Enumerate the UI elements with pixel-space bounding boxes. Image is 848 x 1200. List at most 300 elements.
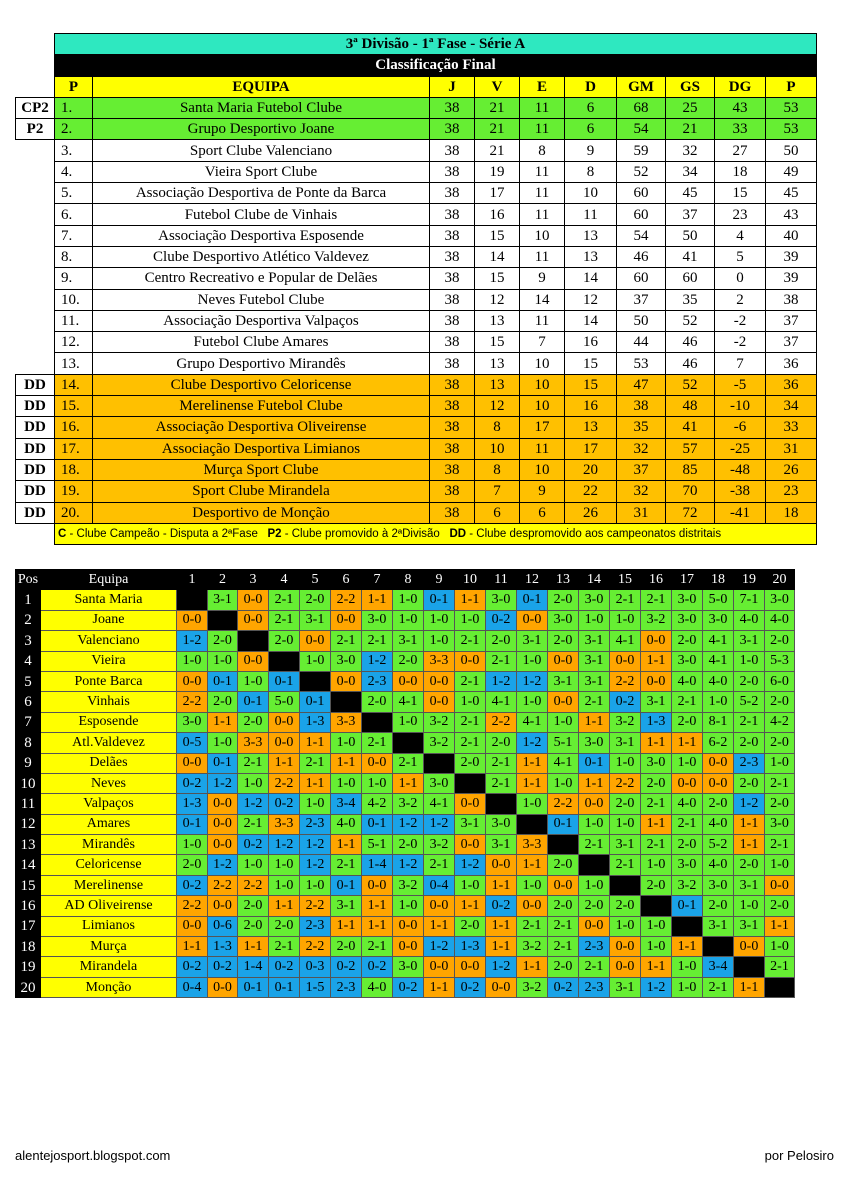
result-cell: 2-1 [517, 916, 548, 936]
points-cell: 33 [766, 417, 817, 438]
losses-cell: 6 [565, 97, 617, 118]
matrix-team: Limianos [41, 916, 177, 936]
result-cell: 1-3 [300, 712, 331, 732]
result-cell: 3-1 [610, 733, 641, 753]
result-cell: 1-0 [331, 773, 362, 793]
result-cell: 3-0 [486, 814, 517, 834]
goals-against-cell: 60 [666, 268, 715, 289]
header-losses: D [565, 76, 617, 97]
points-cell: 37 [766, 332, 817, 353]
team-cell: Murça Sport Clube [93, 459, 430, 480]
result-cell: 3-0 [703, 875, 734, 895]
result-cell: 1-1 [393, 773, 424, 793]
result-cell: 2-1 [486, 753, 517, 773]
team-cell: Desportivo de Monção [93, 502, 430, 523]
result-cell: 2-1 [672, 692, 703, 712]
result-cell: 0-0 [238, 590, 269, 610]
team-cell: Vieira Sport Clube [93, 161, 430, 182]
goals-against-cell: 72 [666, 502, 715, 523]
result-cell: 1-0 [765, 753, 795, 773]
goals-for-cell: 60 [617, 268, 666, 289]
team-cell: Associação Desportiva de Ponte da Barca [93, 183, 430, 204]
result-cell: 3-0 [362, 610, 393, 630]
result-cell: 1-4 [238, 957, 269, 977]
matrix-row [16, 671, 795, 691]
result-cell: 1-4 [362, 855, 393, 875]
status-tag: DD [16, 396, 55, 417]
standings-row [16, 161, 817, 182]
wins-cell: 8 [475, 417, 520, 438]
goal-diff-cell: 5 [715, 246, 766, 267]
result-cell: 0-0 [208, 814, 238, 834]
goal-diff-cell: -2 [715, 332, 766, 353]
result-cell: 2-1 [238, 753, 269, 773]
result-cell: 1-2 [641, 977, 672, 997]
games-cell: 38 [430, 225, 475, 246]
result-cell: 0-1 [269, 977, 300, 997]
matrix-pos: 17 [16, 916, 41, 936]
result-cell: 3-1 [300, 610, 331, 630]
result-cell: 3-0 [331, 651, 362, 671]
matrix-team: AD Oliveirense [41, 896, 177, 916]
result-cell: 3-1 [703, 916, 734, 936]
result-cell: 0-2 [455, 977, 486, 997]
result-cell: 0-0 [208, 794, 238, 814]
result-cell: 0-0 [208, 896, 238, 916]
matrix-col-header: 11 [486, 570, 517, 590]
result-cell: 1-1 [765, 916, 795, 936]
draws-cell: 8 [520, 140, 565, 161]
result-cell: 1-0 [672, 957, 703, 977]
standings-row [16, 204, 817, 225]
pos-cell: 20. [55, 502, 93, 523]
result-cell: 5-0 [269, 692, 300, 712]
result-cell: 2-0 [672, 712, 703, 732]
matrix-pos: 11 [16, 794, 41, 814]
points-cell: 31 [766, 438, 817, 459]
result-cell: 2-0 [238, 916, 269, 936]
result-cell: 1-3 [177, 794, 208, 814]
result-cell: 2-1 [548, 916, 579, 936]
result-cell: 1-1 [424, 977, 455, 997]
wins-cell: 21 [475, 97, 520, 118]
matrix-pos: 13 [16, 835, 41, 855]
result-cell: 1-1 [734, 977, 765, 997]
goal-diff-cell: -38 [715, 481, 766, 502]
matrix-row [16, 753, 795, 773]
matrix-pos: 10 [16, 773, 41, 793]
result-cell: 0-2 [208, 957, 238, 977]
self-cell [238, 631, 269, 651]
result-cell: 2-0 [734, 671, 765, 691]
goals-for-cell: 53 [617, 353, 666, 374]
matrix-col-header: 6 [331, 570, 362, 590]
points-cell: 53 [766, 97, 817, 118]
draws-cell: 10 [520, 396, 565, 417]
wins-cell: 15 [475, 225, 520, 246]
result-cell: 2-0 [362, 692, 393, 712]
result-cell: 0-0 [393, 916, 424, 936]
status-tag: CP2 [16, 97, 55, 118]
result-cell: 2-1 [486, 651, 517, 671]
result-cell: 1-0 [672, 753, 703, 773]
standings-row [16, 502, 817, 523]
result-cell: 1-0 [331, 733, 362, 753]
self-cell [672, 916, 703, 936]
result-cell: 1-0 [672, 977, 703, 997]
losses-cell: 6 [565, 119, 617, 140]
team-cell: Grupo Desportivo Joane [93, 119, 430, 140]
result-cell: 4-1 [703, 631, 734, 651]
goals-for-cell: 50 [617, 310, 666, 331]
result-cell: 2-0 [455, 753, 486, 773]
result-cell: 3-2 [672, 875, 703, 895]
result-cell: 2-0 [672, 631, 703, 651]
goals-against-cell: 41 [666, 417, 715, 438]
status-tag [16, 289, 55, 310]
result-cell: 1-0 [269, 855, 300, 875]
result-cell: 1-0 [393, 896, 424, 916]
result-cell: 1-2 [517, 671, 548, 691]
goal-diff-cell: 23 [715, 204, 766, 225]
team-cell: Sport Clube Mirandela [93, 481, 430, 502]
wins-cell: 13 [475, 310, 520, 331]
result-cell: 1-1 [300, 733, 331, 753]
result-cell: 2-1 [455, 712, 486, 732]
results-matrix [15, 569, 795, 998]
status-tag [16, 204, 55, 225]
team-cell: Associação Desportiva Esposende [93, 225, 430, 246]
matrix-team: Mirandela [41, 957, 177, 977]
result-cell: 1-0 [177, 651, 208, 671]
matrix-row [16, 896, 795, 916]
wins-cell: 15 [475, 332, 520, 353]
team-cell: Futebol Clube Amares [93, 332, 430, 353]
result-cell: 3-1 [548, 671, 579, 691]
draws-cell: 11 [520, 161, 565, 182]
result-cell: 3-2 [424, 835, 455, 855]
result-cell: 1-1 [331, 835, 362, 855]
result-cell: 1-1 [269, 896, 300, 916]
standings-table [15, 33, 817, 545]
result-cell: 2-1 [548, 937, 579, 957]
result-cell: 0-0 [548, 692, 579, 712]
result-cell: 0-1 [517, 590, 548, 610]
header-pos: P [55, 76, 93, 97]
result-cell: 3-2 [641, 610, 672, 630]
wins-cell: 21 [475, 119, 520, 140]
matrix-pos: 4 [16, 651, 41, 671]
result-cell: 1-0 [208, 651, 238, 671]
result-cell: 2-1 [610, 590, 641, 610]
result-cell: 0-0 [579, 916, 610, 936]
result-cell: 0-0 [765, 875, 795, 895]
matrix-col-header: 4 [269, 570, 300, 590]
result-cell: 7-1 [734, 590, 765, 610]
games-cell: 38 [430, 459, 475, 480]
result-cell: 0-0 [641, 671, 672, 691]
goal-diff-cell: -41 [715, 502, 766, 523]
result-cell: 8-1 [703, 712, 734, 732]
result-cell: 1-1 [486, 916, 517, 936]
result-cell: 4-0 [703, 671, 734, 691]
result-cell: 1-1 [517, 855, 548, 875]
team-cell: Merelinense Futebol Clube [93, 396, 430, 417]
pos-cell: 15. [55, 396, 93, 417]
matrix-row [16, 937, 795, 957]
result-cell: 0-1 [548, 814, 579, 834]
result-cell: 3-2 [424, 733, 455, 753]
goals-for-cell: 35 [617, 417, 666, 438]
result-cell: 2-1 [362, 937, 393, 957]
result-cell: 1-1 [269, 753, 300, 773]
goal-diff-cell: -10 [715, 396, 766, 417]
status-tag: DD [16, 502, 55, 523]
result-cell: 2-1 [455, 733, 486, 753]
result-cell: 2-0 [734, 733, 765, 753]
goals-for-cell: 31 [617, 502, 666, 523]
result-cell: 0-0 [362, 753, 393, 773]
matrix-pos: 20 [16, 977, 41, 997]
goals-for-cell: 32 [617, 438, 666, 459]
draws-cell: 11 [520, 246, 565, 267]
page-subtitle: Classificação Final [55, 55, 817, 76]
self-cell [331, 692, 362, 712]
matrix-col-header: 5 [300, 570, 331, 590]
result-cell: 1-1 [331, 916, 362, 936]
result-cell: 1-0 [734, 896, 765, 916]
status-tag [16, 332, 55, 353]
page-title: 3ª Divisão - 1ª Fase - Série A [55, 34, 817, 55]
matrix-pos: 3 [16, 631, 41, 651]
result-cell: 1-1 [579, 773, 610, 793]
result-cell: 2-1 [269, 937, 300, 957]
result-cell: 1-0 [610, 916, 641, 936]
result-cell: 1-2 [517, 733, 548, 753]
result-cell: 2-0 [579, 896, 610, 916]
result-cell: 2-1 [455, 631, 486, 651]
result-cell: 3-4 [331, 794, 362, 814]
result-cell: 1-1 [517, 957, 548, 977]
result-cell: 2-0 [300, 590, 331, 610]
result-cell: 5-2 [734, 692, 765, 712]
team-cell: Centro Recreativo e Popular de Delães [93, 268, 430, 289]
result-cell: 2-1 [579, 692, 610, 712]
result-cell: 1-2 [424, 814, 455, 834]
matrix-row [16, 590, 795, 610]
matrix-pos: 5 [16, 671, 41, 691]
result-cell: 2-1 [424, 855, 455, 875]
pos-cell: 14. [55, 374, 93, 395]
matrix-row [16, 733, 795, 753]
result-cell: 3-0 [579, 733, 610, 753]
standings-row [16, 481, 817, 502]
wins-cell: 17 [475, 183, 520, 204]
result-cell: 0-1 [238, 977, 269, 997]
result-cell: 2-2 [238, 875, 269, 895]
result-cell: 3-0 [672, 651, 703, 671]
self-cell [424, 753, 455, 773]
points-cell: 36 [766, 353, 817, 374]
result-cell: 1-1 [362, 590, 393, 610]
matrix-col-header: 2 [208, 570, 238, 590]
result-cell: 2-1 [269, 590, 300, 610]
result-cell: 2-3 [579, 977, 610, 997]
result-cell: 4-1 [610, 631, 641, 651]
result-cell: 1-2 [486, 671, 517, 691]
points-cell: 50 [766, 140, 817, 161]
result-cell: 3-0 [424, 773, 455, 793]
goals-against-cell: 50 [666, 225, 715, 246]
losses-cell: 17 [565, 438, 617, 459]
result-cell: 0-1 [331, 875, 362, 895]
result-cell: 0-6 [208, 916, 238, 936]
matrix-row [16, 610, 795, 630]
wins-cell: 12 [475, 289, 520, 310]
result-cell: 2-0 [765, 631, 795, 651]
footer-author: por Pelosiro [764, 1148, 834, 1163]
result-cell: 4-0 [362, 977, 393, 997]
self-cell [486, 794, 517, 814]
wins-cell: 6 [475, 502, 520, 523]
goals-for-cell: 46 [617, 246, 666, 267]
result-cell: 0-0 [300, 631, 331, 651]
result-cell: 2-2 [486, 712, 517, 732]
draws-cell: 14 [520, 289, 565, 310]
result-cell: 1-0 [424, 631, 455, 651]
result-cell: 1-0 [517, 875, 548, 895]
result-cell: 2-0 [765, 692, 795, 712]
result-cell: 4-1 [486, 692, 517, 712]
result-cell: 3-3 [269, 814, 300, 834]
games-cell: 38 [430, 246, 475, 267]
result-cell: 2-2 [610, 671, 641, 691]
goals-for-cell: 52 [617, 161, 666, 182]
self-cell [703, 937, 734, 957]
wins-cell: 10 [475, 438, 520, 459]
result-cell: 2-1 [610, 855, 641, 875]
result-cell: 3-0 [672, 610, 703, 630]
result-cell: 3-2 [517, 937, 548, 957]
goals-against-cell: 34 [666, 161, 715, 182]
goals-against-cell: 46 [666, 353, 715, 374]
result-cell: 3-2 [424, 712, 455, 732]
matrix-col-header: 17 [672, 570, 703, 590]
goals-for-cell: 44 [617, 332, 666, 353]
matrix-row [16, 773, 795, 793]
result-cell: 0-2 [362, 957, 393, 977]
self-cell [177, 590, 208, 610]
result-cell: 0-0 [610, 651, 641, 671]
result-cell: 1-2 [208, 773, 238, 793]
losses-cell: 16 [565, 396, 617, 417]
result-cell: 2-1 [331, 631, 362, 651]
result-cell: 1-1 [641, 814, 672, 834]
result-cell: 1-1 [300, 773, 331, 793]
draws-cell: 7 [520, 332, 565, 353]
matrix-pos: 7 [16, 712, 41, 732]
result-cell: 0-0 [393, 671, 424, 691]
goal-diff-cell: 15 [715, 183, 766, 204]
draws-cell: 11 [520, 438, 565, 459]
header-team: EQUIPA [93, 76, 430, 97]
result-cell: 0-0 [703, 773, 734, 793]
result-cell: 1-2 [362, 651, 393, 671]
result-cell: 3-0 [486, 590, 517, 610]
result-cell: 4-0 [734, 610, 765, 630]
result-cell: 0-0 [269, 712, 300, 732]
result-cell: 2-1 [579, 957, 610, 977]
matrix-col-header: 9 [424, 570, 455, 590]
result-cell: 2-0 [486, 733, 517, 753]
losses-cell: 15 [565, 374, 617, 395]
header-goal-diff: DG [715, 76, 766, 97]
result-cell: 1-2 [177, 631, 208, 651]
legend-text: - Clube Campeão - Disputa a 2ªFase [66, 527, 258, 540]
blank-cell [16, 34, 55, 55]
result-cell: 3-0 [765, 590, 795, 610]
standings-row [16, 332, 817, 353]
matrix-team: Monção [41, 977, 177, 997]
goals-against-cell: 48 [666, 396, 715, 417]
result-cell: 0-2 [548, 977, 579, 997]
result-cell: 0-2 [238, 835, 269, 855]
goal-diff-cell: -25 [715, 438, 766, 459]
matrix-team: Vinhais [41, 692, 177, 712]
goal-diff-cell: -6 [715, 417, 766, 438]
standings-row [16, 97, 817, 118]
draws-cell: 10 [520, 459, 565, 480]
team-cell: Sport Clube Valenciano [93, 140, 430, 161]
points-cell: 37 [766, 310, 817, 331]
result-cell: 1-0 [455, 610, 486, 630]
result-cell: 0-0 [610, 937, 641, 957]
matrix-row [16, 794, 795, 814]
result-cell: 1-0 [393, 590, 424, 610]
games-cell: 38 [430, 119, 475, 140]
result-cell: 1-1 [517, 773, 548, 793]
result-cell: 1-0 [300, 651, 331, 671]
result-cell: 0-0 [238, 610, 269, 630]
team-cell: Clube Desportivo Celoricense [93, 374, 430, 395]
result-cell: 1-1 [424, 916, 455, 936]
standings-row [16, 119, 817, 140]
result-cell: 2-0 [177, 855, 208, 875]
blank-cell [16, 76, 55, 97]
games-cell: 38 [430, 140, 475, 161]
result-cell: 0-0 [517, 610, 548, 630]
result-cell: 2-3 [331, 977, 362, 997]
pos-cell: 9. [55, 268, 93, 289]
result-cell: 1-1 [362, 916, 393, 936]
result-cell: 3-1 [641, 692, 672, 712]
result-cell: 2-2 [331, 590, 362, 610]
result-cell: 2-3 [734, 753, 765, 773]
result-cell: 1-2 [455, 855, 486, 875]
result-cell: 2-0 [208, 631, 238, 651]
result-cell: 0-1 [362, 814, 393, 834]
result-cell: 3-1 [208, 590, 238, 610]
status-tag: DD [16, 459, 55, 480]
goals-against-cell: 85 [666, 459, 715, 480]
goal-diff-cell: -48 [715, 459, 766, 480]
losses-cell: 20 [565, 459, 617, 480]
matrix-team-header: Equipa [41, 570, 177, 590]
result-cell: 3-1 [517, 631, 548, 651]
result-cell: 1-0 [238, 671, 269, 691]
result-cell: 1-2 [269, 835, 300, 855]
result-cell: 3-3 [238, 733, 269, 753]
